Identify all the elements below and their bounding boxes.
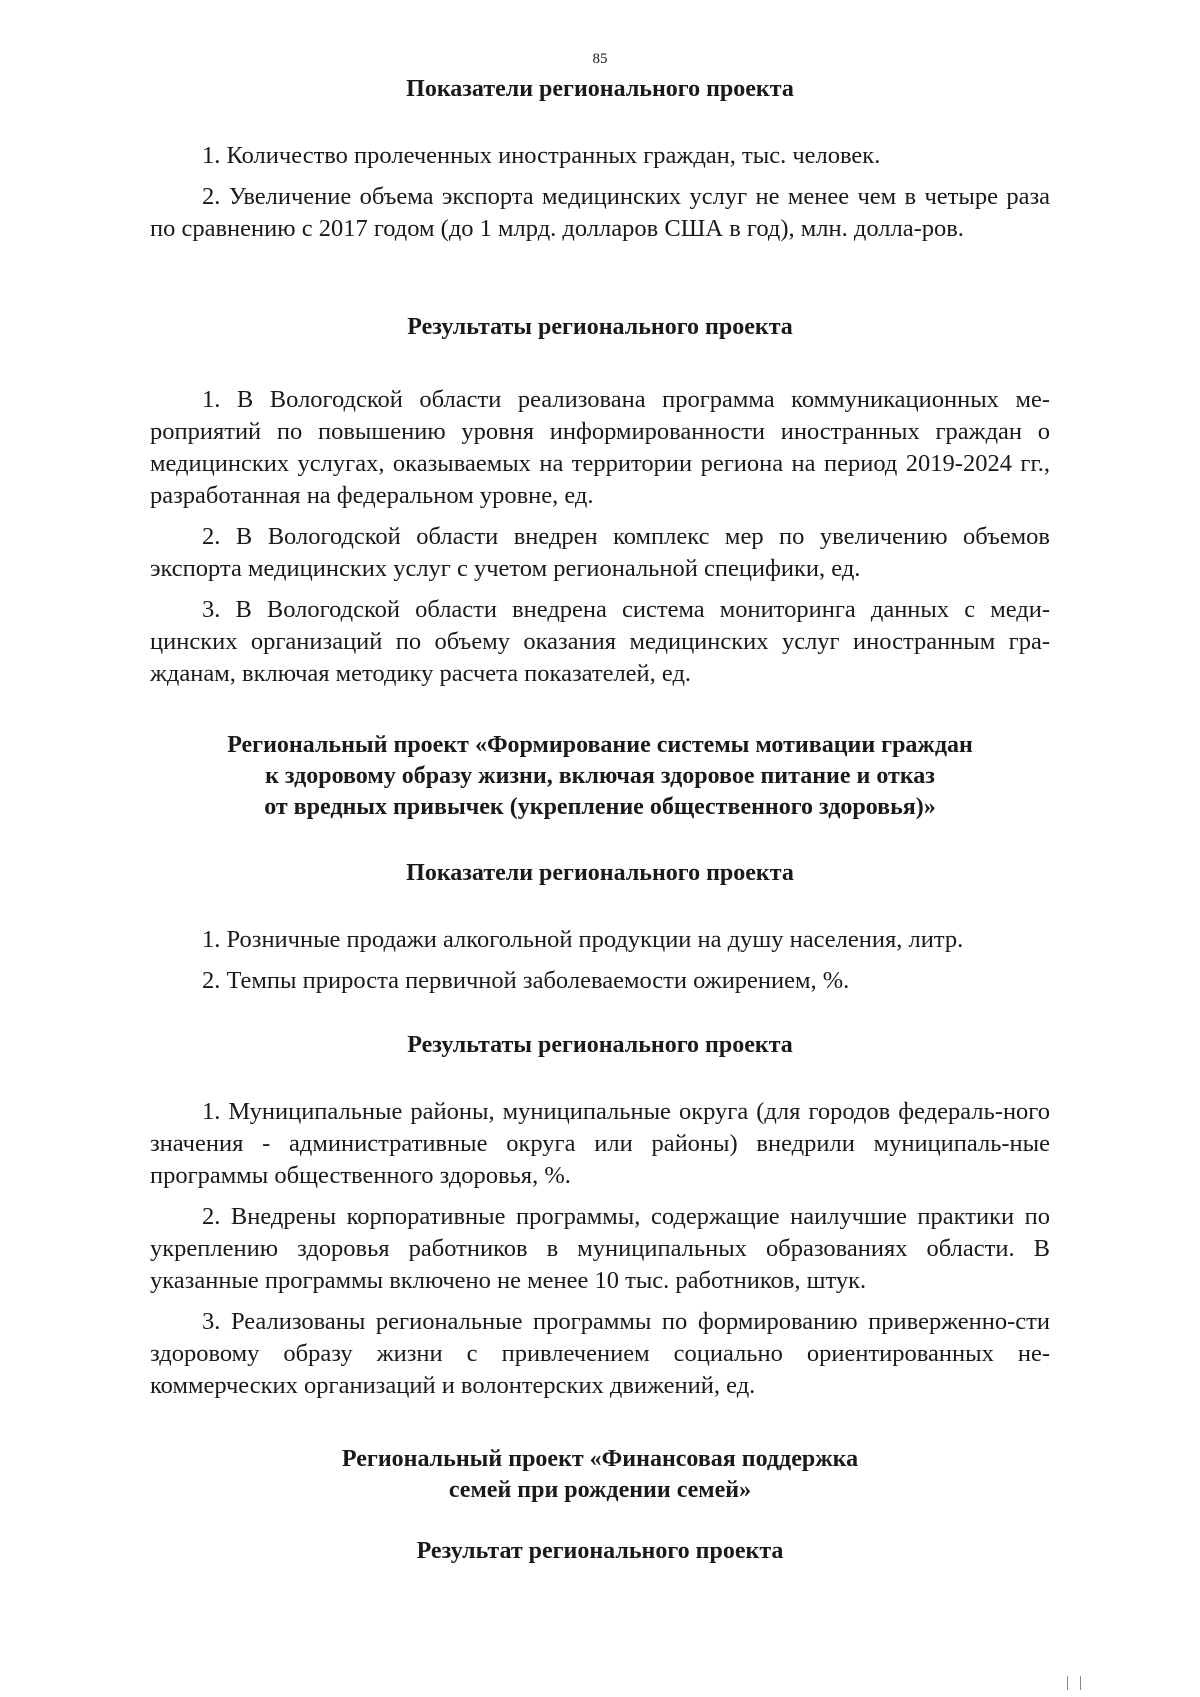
project-title-line: Региональный проект «Формирование системы мотивации граждан bbox=[227, 732, 973, 758]
project-title-line: от вредных привычек (укрепление общественного здоровья)» bbox=[264, 794, 936, 820]
heading-text: Показатели регионального проекта bbox=[406, 860, 794, 886]
project-title-line: семей при рождении семей» bbox=[448, 1477, 752, 1503]
result-item: 3. В Вологодской области внедрена система мониторинга данных с меди-цинских организаций по объему оказания медицинских услуг иностранным гра-жданам, включая методику расчета показателей, ед. bbox=[150, 596, 1050, 687]
results-heading-1 bbox=[150, 312, 1050, 343]
heading-text: Показатели регионального проекта bbox=[406, 76, 794, 102]
result-item: 1. Муниципальные районы, муниципальные округа (для городов федераль-ного значения - административные округа или районы) внедрили муниципаль-ные программы общественного здоровья, %. bbox=[150, 1098, 1050, 1189]
result-heading-3 bbox=[150, 1536, 1050, 1567]
page-number: 85 bbox=[592, 51, 608, 67]
indicator-item: 1. Розничные продажи алкогольной продукции на душу населения, литр. bbox=[202, 926, 964, 953]
heading-text: Результаты регионального проекта bbox=[407, 314, 793, 340]
scan-mark bbox=[1067, 1676, 1081, 1690]
result-item: 2. Внедрены корпоративные программы, содержащие наилучшие практики по укреплению здоровья работников в муниципальных образованиях области. В указанные программы включено не менее 10 тыс. работников, штук. bbox=[150, 1203, 1050, 1294]
results-heading-2 bbox=[150, 1030, 1050, 1061]
project-title-line: к здоровому образу жизни, включая здоровое питание и отказ bbox=[265, 763, 935, 789]
project-title-2 bbox=[150, 730, 1050, 823]
project-title-line: Региональный проект «Финансовая поддержка bbox=[341, 1446, 859, 1472]
heading-text: Результаты регионального проекта bbox=[407, 1032, 793, 1058]
heading-text: Результат регионального проекта bbox=[416, 1538, 784, 1564]
indicator-item: 2. Увеличение объема экспорта медицинских услуг не менее чем в четыре раза по сравнению с 2017 годом (до 1 млрд. долларов США в год), млн. долла-ров. bbox=[150, 183, 1050, 242]
result-item: 1. В Вологодской области реализована программа коммуникационных ме-роприятий по повышению уровня информированности иностранных граждан о медицинских услугах, оказываемых на территории региона на период 2019-2024 гг., разработанная на федеральном уровне, ед. bbox=[150, 386, 1050, 509]
indicator-item: 2. Темпы прироста первичной заболеваемости ожирением, %. bbox=[202, 967, 850, 994]
indicators-list-2 bbox=[150, 924, 1050, 1006]
indicators-heading-1 bbox=[150, 74, 1050, 105]
results-list-2 bbox=[150, 1096, 1050, 1411]
indicator-item: 1. Количество пролеченных иностранных граждан, тыс. человек. bbox=[202, 142, 881, 169]
indicators-heading-2 bbox=[150, 858, 1050, 889]
result-item: 2. В Вологодской области внедрен комплекс мер по увеличению объемов экспорта медицинских услуг с учетом региональной специфики, ед. bbox=[150, 523, 1050, 582]
result-item: 3. Реализованы региональные программы по формированию приверженно-сти здоровому образу жизни с привлечением социально ориентированных не-коммерческих организаций и волонтерских движений, ед. bbox=[150, 1308, 1050, 1399]
project-title-3 bbox=[150, 1444, 1050, 1506]
indicators-list-1 bbox=[150, 140, 1050, 254]
results-list-1 bbox=[150, 384, 1050, 699]
